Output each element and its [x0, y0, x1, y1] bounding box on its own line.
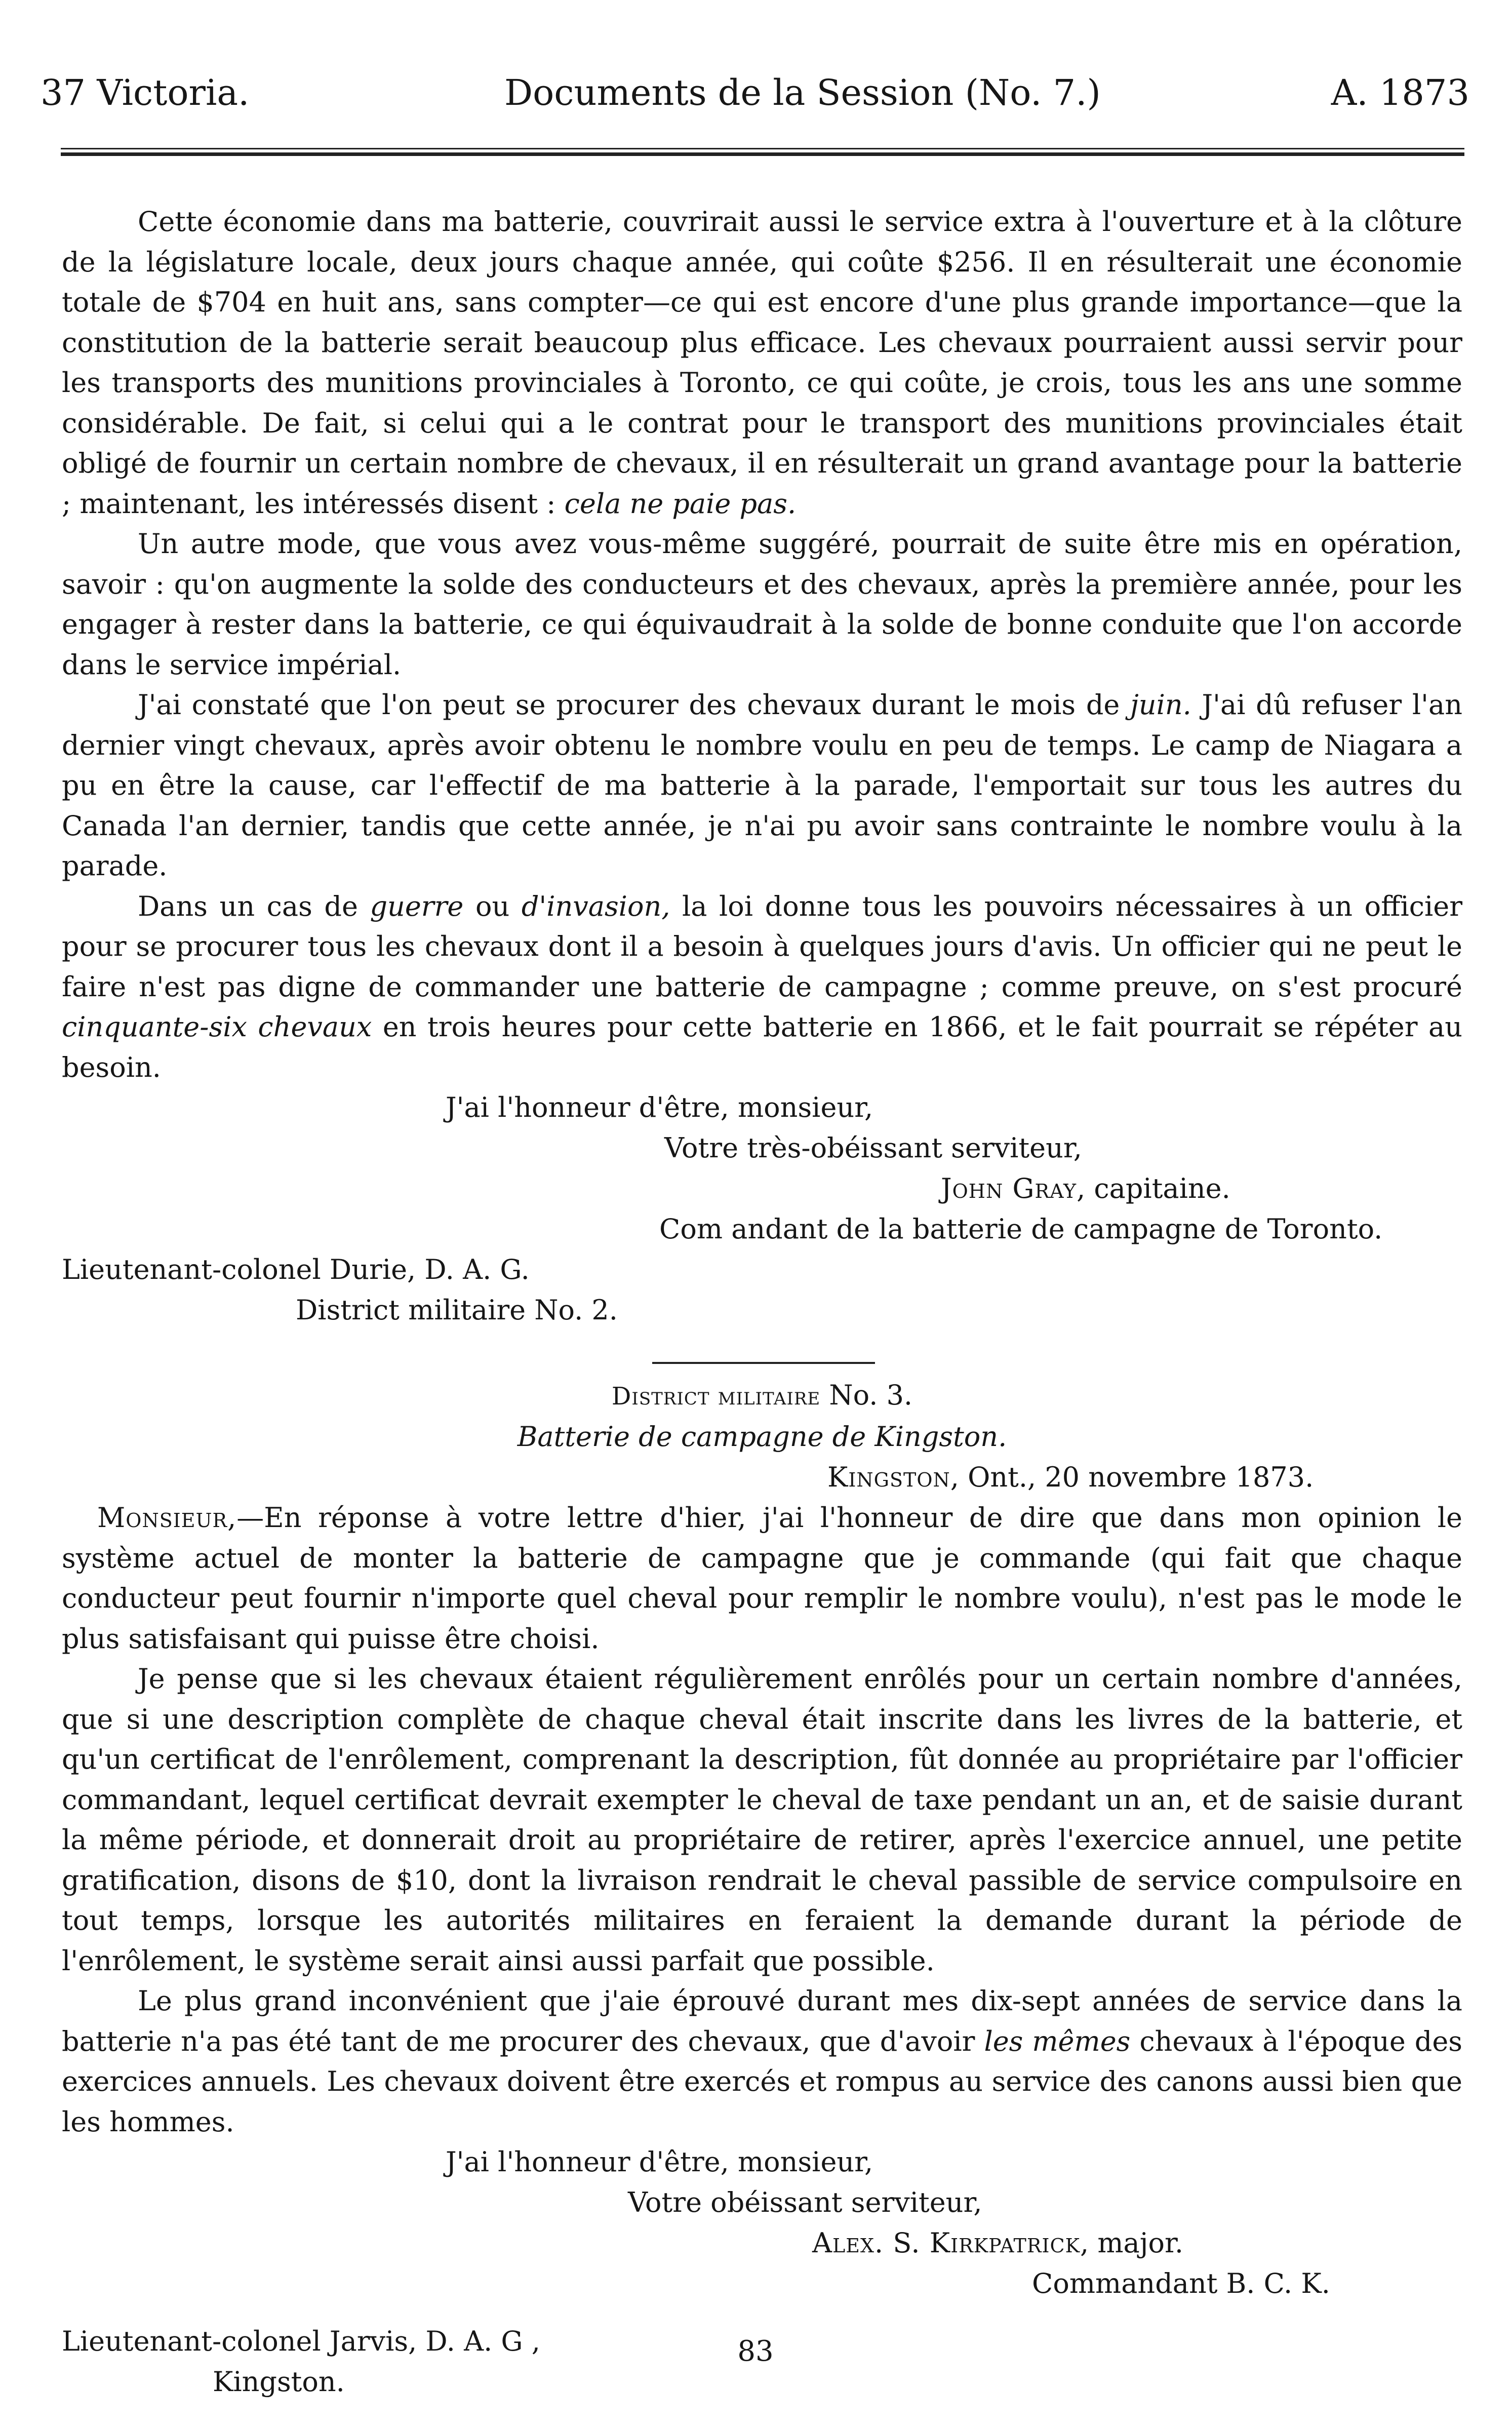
letter2-addressee-place: Kingston. — [213, 2366, 345, 2398]
page-number: 83 — [737, 2335, 774, 2368]
letter1-paragraph-1: Cette économie dans ma batterie, couvrirait aussi le service extra à l'ouverture et à la clôture de la législature locale, deux jours chaque année, qui coûte $256. Il en résulterait une économie totale de $704 en huit ans, sans compter—ce qui est encore d'une plus grande importance—que la constitution de la batterie serait beaucoup plus efficace. Les chevaux pourraient aussi servir pour les transports des munitions provinciales à Toronto, ce qui coûte, je crois, tous les ans une somme considérable. De fait, si celui qui a le contrat pour le transport des munitions provinciales était obligé de fournir un certain nombre de chevaux, il en résulterait un grand avantage pour la batterie ; maintenant, les intéressés disent : cela ne paie pas. — [62, 206, 1462, 520]
letter1-signer-title: Com andant de la batterie de campagne de Toronto. — [659, 1213, 1383, 1245]
header-rule-thick — [61, 152, 1464, 156]
district-heading: District militaire No. 3. — [611, 1379, 913, 1411]
header-title: Documents de la Session (No. 7.) — [504, 72, 1101, 113]
letter1-signature: John Gray, capitaine. — [941, 1173, 1230, 1204]
letter1-paragraph-3: J'ai constaté que l'on peut se procurer des chevaux durant le mois de juin. J'ai dû refuser l'an dernier vingt chevaux, après avoir obtenu le nombre voulu en peu de temps. Le camp de Niagara a pu en être la cause, car l'effectif de ma batterie à la parade, l'emportait sur tous les autres du Canada l'an dernier, tandis que cette année, je n'ai pu avoir sans contrainte le nombre voulu à la parade. — [62, 689, 1462, 882]
letter1-addressee: Lieutenant-colonel Durie, D. A. G. — [62, 1254, 530, 1285]
letter2-addressee: Lieutenant-colonel Jarvis, D. A. G , — [62, 2325, 540, 2357]
header-rule-thin — [61, 148, 1464, 149]
running-header — [41, 70, 1469, 115]
letter2-signature: Alex. S. Kirkpatrick, major. — [812, 2227, 1184, 2259]
battery-heading: Batterie de campagne de Kingston. — [517, 1421, 1007, 1453]
letter2-closing-line-2: Votre obéissant serviteur, — [628, 2186, 982, 2218]
letter1-paragraph-4: Dans un cas de guerre ou d'invasion, la loi donne tous les pouvoirs nécessaires à un officier pour se procurer tous les chevaux dont il a besoin à quelques jours d'avis. Un officier qui ne peut le faire n'est pas digne de commander une batterie de campagne ; comme preuve, on s'est procuré cinquante-six chevaux en trois heures pour cette batterie en 1866, et le fait pourrait se répéter au besoin. — [62, 890, 1463, 1083]
header-volume: 37 Victoria. — [41, 72, 250, 113]
letter2-dateline: Kingston, Ont., 20 novembre 1873. — [827, 1461, 1314, 1493]
letter1-closing-line-1: J'ai l'honneur d'être, monsieur, — [446, 1091, 873, 1123]
header-year: A. 1873 — [1331, 72, 1469, 113]
letter1-addressee-district: District militaire No. 2. — [296, 1294, 618, 1326]
letter2-signer-title: Commandant B. C. K. — [1032, 2268, 1330, 2299]
letter2-paragraph-2: Je pense que si les chevaux étaient régulièrement enrôlés pour un certain nombre d'années, que si une description complète de chaque cheval était inscrite dans les livres de la batterie, et qu'un certificat de l'enrôlement, comprenant la description, fût donnée au propriétaire par l'officier commandant, lequel certificat devrait exempter le cheval de taxe pendant un an, et de saisie durant la même période, et donnerait droit au propriétaire de retirer, après l'exercice annuel, une petite gratification, disons de $10, dont la livraison rendrait le cheval passible de service compulsoire en tout temps, lorsque les autorités militaires en feraient la demande durant la période de l'enrôlement, le système serait ainsi aussi parfait que possible. — [62, 1663, 1462, 1977]
letter2-closing-line-1: J'ai l'honneur d'être, monsieur, — [446, 2146, 873, 2178]
letter1-closing-line-2: Votre très-obéissant serviteur, — [664, 1132, 1082, 1164]
letter1-paragraph-2: Un autre mode, que vous avez vous-même suggéré, pourrait de suite être mis en opération, savoir : qu'on augmente la solde des conducteurs et des chevaux, après la première année, pour les engager à rester dans la batterie, ce qui équivaudrait à la solde de bonne conduite que l'on accorde dans le service impérial. — [62, 528, 1462, 681]
letter2-paragraph-3: Le plus grand inconvénient que j'aie éprouvé durant mes dix-sept années de service dans la batterie n'a pas été tant de me procurer des chevaux, que d'avoir les mêmes chevaux à l'époque des exercices annuels. Les chevaux doivent être exercés et rompus au service des canons aussi bien que les hommes. — [62, 1985, 1462, 2138]
letter2-paragraph-1: Monsieur,—En réponse à votre lettre d'hier, j'ai l'honneur de dire que dans mon opinion le système actuel de monter la batterie de campagne que je commande (qui fait que chaque conducteur peut fournir n'importe quel cheval pour remplir le nombre voulu), n'est pas le mode le plus satisfaisant qui puisse être choisi. — [62, 1502, 1462, 1655]
document-body — [62, 202, 1462, 2402]
